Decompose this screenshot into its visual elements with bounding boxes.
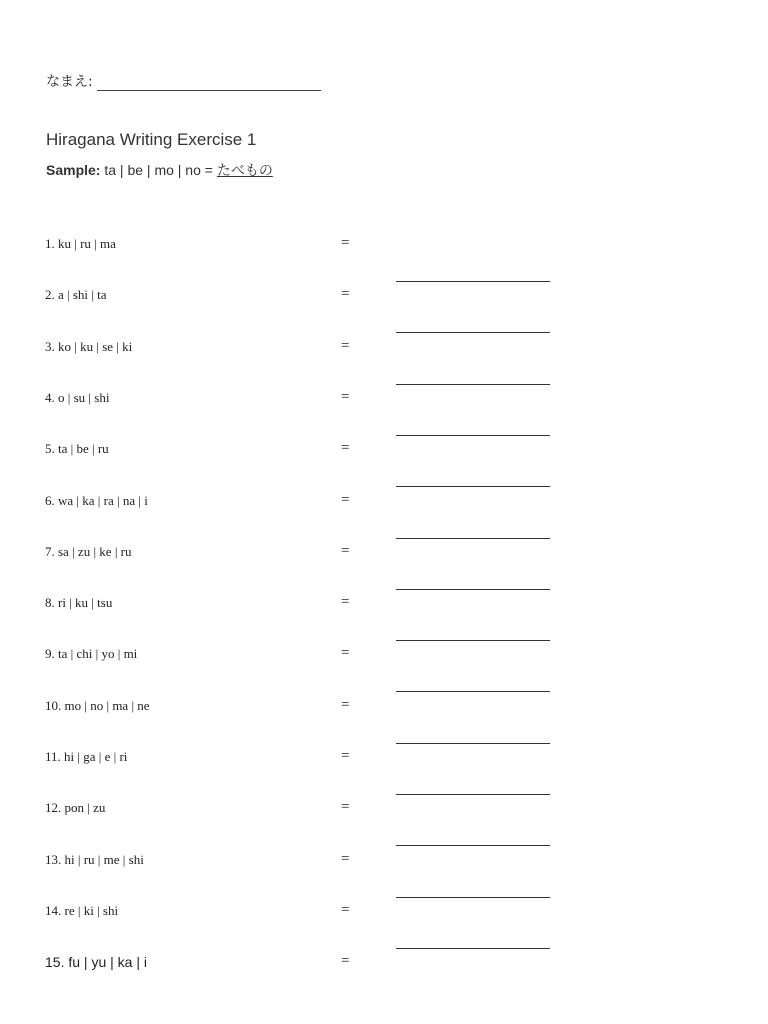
equals-sign: = <box>341 542 350 559</box>
equals-sign: = <box>341 337 350 354</box>
exercise-item: 11. hi | ga | e | ri <box>45 749 128 764</box>
answer-blank-line[interactable] <box>396 640 550 641</box>
exercise-item: 3. ko | ku | se | ki <box>45 338 133 354</box>
answer-blank-line[interactable] <box>396 589 550 590</box>
answer-blank-line[interactable] <box>396 332 550 333</box>
exercise-item: 10. mo | no | ma | ne <box>45 697 150 713</box>
exercise-item: 4. o | su | shi <box>45 389 110 405</box>
exercise-item: 9. ta | chi | yo | mi <box>45 646 138 662</box>
exercise-item: 15. fu | yu | ka | i <box>45 954 147 971</box>
sample-line <box>46 160 273 180</box>
answer-blank-line[interactable] <box>396 948 550 949</box>
answer-blank-line[interactable] <box>396 486 550 487</box>
sample-equals: = <box>204 162 213 178</box>
exercise-item: 13. hi | ru | me | shi <box>45 851 144 867</box>
equals-sign: = <box>341 850 350 867</box>
exercise-item: 7. sa | zu | ke | ru <box>45 543 132 559</box>
answer-blank-line[interactable] <box>396 794 550 795</box>
exercise-item: 2. a | shi | ta <box>45 287 107 303</box>
equals-sign: = <box>341 799 350 816</box>
equals-sign: = <box>341 235 350 251</box>
equals-sign: = <box>341 440 350 457</box>
worksheet-title: Hiragana Writing Exercise 1 <box>46 130 257 149</box>
equals-sign: = <box>341 953 350 970</box>
equals-sign: = <box>341 286 350 303</box>
equals-sign: = <box>341 388 350 405</box>
answer-blank-line[interactable] <box>396 538 550 539</box>
name-field-row <box>46 71 321 91</box>
exercise-item: 8. ri | ku | tsu <box>45 595 113 611</box>
answer-blank-line[interactable] <box>396 281 550 282</box>
equals-sign: = <box>341 901 350 918</box>
equals-sign: = <box>341 491 350 508</box>
answer-blank-line[interactable] <box>396 897 550 898</box>
exercise-item: 6. wa | ka | ra | na | i <box>45 492 148 508</box>
exercise-item: 12. pon | zu <box>45 800 106 816</box>
sample-syllables: ta | be | mo | no <box>104 162 201 178</box>
equals-sign: = <box>341 696 350 713</box>
name-blank-line[interactable] <box>97 74 321 91</box>
equals-sign: = <box>341 594 350 611</box>
sample-answer: たべもの <box>216 163 273 179</box>
name-label: なまえ: <box>46 74 93 90</box>
answer-blank-line[interactable] <box>396 845 550 846</box>
answer-blank-line[interactable] <box>396 743 550 744</box>
exercise-item: 1. ku | ru | ma <box>45 236 116 251</box>
equals-sign: = <box>341 748 350 764</box>
equals-sign: = <box>341 645 350 662</box>
answer-blank-line[interactable] <box>396 384 550 385</box>
exercise-item: 14. re | ki | shi <box>45 902 119 918</box>
sample-label: Sample: <box>46 162 101 178</box>
answer-blank-line[interactable] <box>396 435 550 436</box>
exercise-item: 5. ta | be | ru <box>45 441 109 457</box>
answer-blank-line[interactable] <box>396 691 550 692</box>
